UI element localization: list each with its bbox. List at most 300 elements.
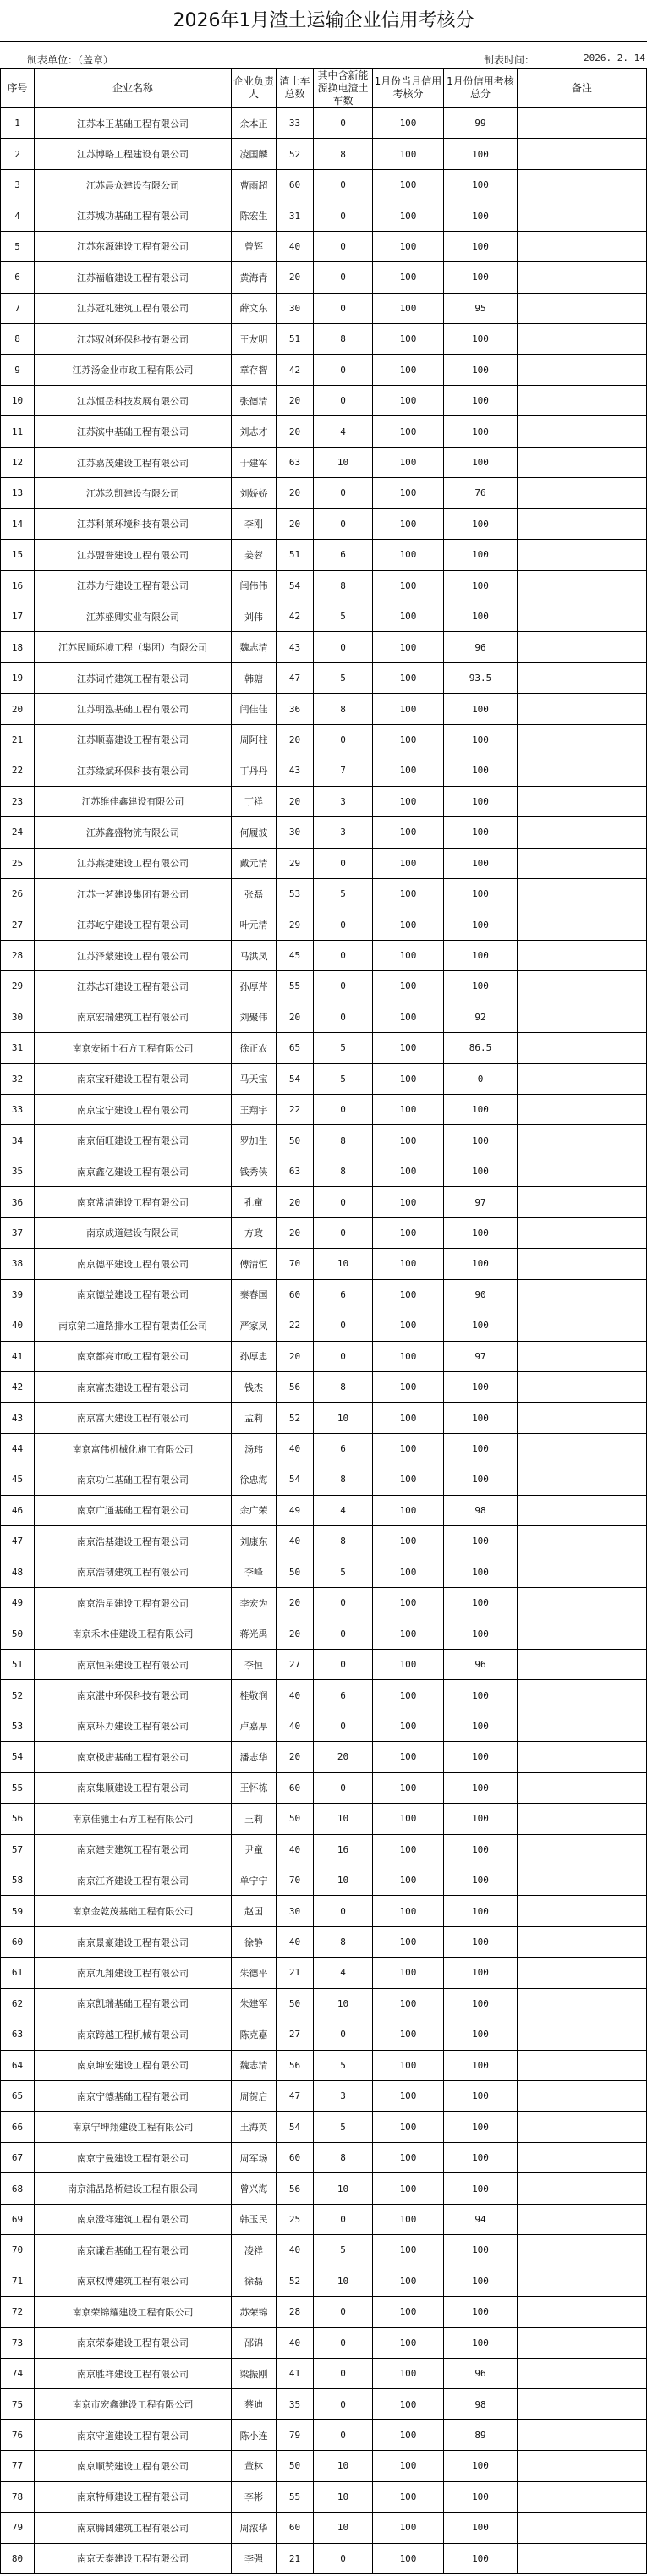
cell-total-score: 100: [444, 2050, 518, 2080]
cell-new-energy-count: 16: [314, 1834, 373, 1865]
table-row: [1, 848, 647, 878]
cell-no: 44: [1, 1433, 35, 1464]
cell-remark: [518, 1588, 647, 1618]
cell-truck-total: 21: [277, 1958, 314, 1988]
cell-total-score: 100: [444, 2481, 518, 2512]
cell-no: 64: [1, 2050, 35, 2080]
cell-owner: 汤玮: [232, 1433, 277, 1464]
cell-company-name: 南京九翔建设工程有限公司: [35, 1958, 232, 1988]
cell-new-energy-count: 0: [314, 1187, 373, 1217]
header-owner: 企业负责人: [232, 69, 277, 108]
cell-new-energy-count: 8: [314, 324, 373, 354]
cell-new-energy-count: 0: [314, 1341, 373, 1371]
cell-total-score: 0: [444, 1063, 518, 1094]
cell-owner: 朱建军: [232, 1988, 277, 2019]
table-row: [1, 169, 647, 200]
cell-truck-total: 20: [277, 1002, 314, 1032]
cell-truck-total: 20: [277, 1341, 314, 1371]
cell-truck-total: 29: [277, 848, 314, 878]
cell-monthly-score: 100: [373, 2543, 444, 2573]
cell-company-name: 南京广通基础工程有限公司: [35, 1495, 232, 1525]
cell-monthly-score: 100: [373, 1649, 444, 1679]
cell-owner: 黄海青: [232, 262, 277, 293]
cell-company-name: 南京宁坤翔建设工程有限公司: [35, 2112, 232, 2142]
cell-total-score: 100: [444, 1156, 518, 1186]
cell-total-score: 100: [444, 848, 518, 878]
table-row: [1, 1125, 647, 1156]
cell-owner: 董林: [232, 2451, 277, 2481]
cell-owner: 张德清: [232, 385, 277, 415]
cell-truck-total: 42: [277, 601, 314, 632]
cell-monthly-score: 100: [373, 2204, 444, 2234]
cell-monthly-score: 100: [373, 1834, 444, 1865]
cell-owner: 余本正: [232, 108, 277, 139]
table-row: [1, 971, 647, 1002]
cell-owner: 凌国麟: [232, 139, 277, 169]
cell-new-energy-count: 20: [314, 1742, 373, 1772]
cell-no: 33: [1, 1095, 35, 1125]
cell-company-name: 江苏鑫盛物流有限公司: [35, 817, 232, 848]
cell-no: 11: [1, 416, 35, 447]
cell-company-name: 江苏一茗建设集团有限公司: [35, 878, 232, 909]
cell-monthly-score: 100: [373, 2513, 444, 2543]
table-row: [1, 2513, 647, 2543]
table-row: [1, 1279, 647, 1310]
cell-total-score: 100: [444, 1804, 518, 1834]
cell-company-name: 江苏冠礼建筑工程有限公司: [35, 293, 232, 323]
table-row: [1, 662, 647, 693]
cell-remark: [518, 786, 647, 816]
cell-no: 75: [1, 2389, 35, 2419]
cell-remark: [518, 1464, 647, 1495]
table-row: [1, 940, 647, 970]
cell-no: 68: [1, 2173, 35, 2204]
cell-monthly-score: 100: [373, 324, 444, 354]
cell-owner: 陈宏生: [232, 200, 277, 231]
cell-total-score: 100: [444, 231, 518, 261]
cell-remark: [518, 1033, 647, 1063]
table-row: [1, 1341, 647, 1371]
cell-new-energy-count: 0: [314, 909, 373, 940]
cell-new-energy-count: 8: [314, 2142, 373, 2172]
cell-no: 5: [1, 231, 35, 261]
cell-total-score: 100: [444, 200, 518, 231]
cell-total-score: 100: [444, 1403, 518, 1433]
cell-truck-total: 54: [277, 1063, 314, 1094]
table-row: [1, 2481, 647, 2512]
cell-company-name: 南京德平建设工程有限公司: [35, 1249, 232, 1279]
cell-no: 12: [1, 447, 35, 477]
cell-company-name: 江苏燕捷建设工程有限公司: [35, 848, 232, 878]
cell-monthly-score: 100: [373, 1063, 444, 1094]
cell-new-energy-count: 10: [314, 1249, 373, 1279]
cell-owner: 徐忠海: [232, 1464, 277, 1495]
cell-company-name: 南京富伟机械化施工有限公司: [35, 1433, 232, 1464]
cell-remark: [518, 2019, 647, 2050]
cell-new-energy-count: 0: [314, 1711, 373, 1741]
cell-owner: 周军场: [232, 2142, 277, 2172]
cell-truck-total: 79: [277, 2419, 314, 2450]
cell-monthly-score: 100: [373, 1464, 444, 1495]
cell-company-name: 南京宁曼建设工程有限公司: [35, 2142, 232, 2172]
cell-monthly-score: 100: [373, 1958, 444, 1988]
cell-total-score: 93.5: [444, 662, 518, 693]
cell-monthly-score: 100: [373, 1618, 444, 1649]
cell-monthly-score: 100: [373, 2235, 444, 2266]
cell-new-energy-count: 0: [314, 2389, 373, 2419]
cell-truck-total: 41: [277, 2358, 314, 2388]
cell-owner: 马洪凤: [232, 940, 277, 970]
cell-owner: 闫伟伟: [232, 570, 277, 601]
cell-no: 43: [1, 1403, 35, 1433]
cell-company-name: 南京江齐建设工程有限公司: [35, 1865, 232, 1895]
cell-owner: 曾辉: [232, 231, 277, 261]
cell-monthly-score: 100: [373, 1988, 444, 2019]
cell-remark: [518, 200, 647, 231]
cell-remark: [518, 570, 647, 601]
cell-new-energy-count: 5: [314, 1063, 373, 1094]
cell-new-energy-count: 5: [314, 1557, 373, 1587]
cell-truck-total: 70: [277, 1865, 314, 1895]
cell-new-energy-count: 0: [314, 724, 373, 755]
table-row: [1, 293, 647, 323]
cell-monthly-score: 100: [373, 909, 444, 940]
cell-monthly-score: 100: [373, 1125, 444, 1156]
cell-total-score: 100: [444, 878, 518, 909]
table-row: [1, 2327, 647, 2358]
cell-remark: [518, 2235, 647, 2266]
cell-remark: [518, 2419, 647, 2450]
cell-no: 42: [1, 1371, 35, 1402]
cell-no: 27: [1, 909, 35, 940]
cell-company-name: 南京宝轩建设工程有限公司: [35, 1063, 232, 1094]
cell-truck-total: 20: [277, 508, 314, 539]
cell-owner: 叶元清: [232, 909, 277, 940]
cell-new-energy-count: 7: [314, 755, 373, 786]
cell-total-score: 100: [444, 2112, 518, 2142]
table-row: [1, 478, 647, 508]
cell-owner: 梁振刚: [232, 2358, 277, 2388]
cell-no: 62: [1, 1988, 35, 2019]
table-row: [1, 1834, 647, 1865]
cell-remark: [518, 1279, 647, 1310]
cell-truck-total: 52: [277, 139, 314, 169]
cell-remark: [518, 940, 647, 970]
cell-company-name: 江苏博略工程建设有限公司: [35, 139, 232, 169]
cell-owner: 邵锦: [232, 2327, 277, 2358]
cell-total-score: 100: [444, 1526, 518, 1557]
cell-total-score: 100: [444, 1125, 518, 1156]
cell-monthly-score: 100: [373, 1711, 444, 1741]
cell-owner: 刘志才: [232, 416, 277, 447]
cell-new-energy-count: 0: [314, 293, 373, 323]
cell-monthly-score: 100: [373, 416, 444, 447]
cell-no: 21: [1, 724, 35, 755]
cell-remark: [518, 1310, 647, 1341]
cell-monthly-score: 100: [373, 1896, 444, 1926]
cell-total-score: 100: [444, 2543, 518, 2573]
cell-remark: [518, 1125, 647, 1156]
table-row: [1, 1310, 647, 1341]
cell-no: 18: [1, 632, 35, 662]
cell-total-score: 100: [444, 786, 518, 816]
cell-new-energy-count: 4: [314, 1495, 373, 1525]
cell-remark: [518, 508, 647, 539]
table-row: [1, 324, 647, 354]
cell-monthly-score: 100: [373, 1371, 444, 1402]
cell-truck-total: 27: [277, 2019, 314, 2050]
cell-total-score: 100: [444, 601, 518, 632]
cell-truck-total: 60: [277, 2513, 314, 2543]
cell-total-score: 100: [444, 817, 518, 848]
cell-new-energy-count: 8: [314, 1156, 373, 1186]
cell-monthly-score: 100: [373, 1495, 444, 1525]
cell-truck-total: 20: [277, 416, 314, 447]
cell-no: 49: [1, 1588, 35, 1618]
cell-no: 48: [1, 1557, 35, 1587]
cell-truck-total: 30: [277, 1896, 314, 1926]
cell-total-score: 95: [444, 293, 518, 323]
cell-owner: 王莉: [232, 1804, 277, 1834]
cell-no: 47: [1, 1526, 35, 1557]
cell-truck-total: 30: [277, 293, 314, 323]
cell-remark: [518, 1557, 647, 1587]
cell-new-energy-count: 5: [314, 2112, 373, 2142]
cell-no: 37: [1, 1217, 35, 1248]
cell-owner: 丁丹丹: [232, 755, 277, 786]
cell-total-score: 100: [444, 1772, 518, 1803]
cell-company-name: 江苏词竹建筑工程有限公司: [35, 662, 232, 693]
cell-total-score: 100: [444, 354, 518, 385]
cell-no: 17: [1, 601, 35, 632]
cell-owner: 孔童: [232, 1187, 277, 1217]
cell-no: 23: [1, 786, 35, 816]
table-row: [1, 878, 647, 909]
cell-remark: [518, 540, 647, 570]
table-row: [1, 1526, 647, 1557]
cell-no: 61: [1, 1958, 35, 1988]
table-row: [1, 447, 647, 477]
cell-truck-total: 70: [277, 1249, 314, 1279]
cell-monthly-score: 100: [373, 1557, 444, 1587]
cell-monthly-score: 100: [373, 1002, 444, 1032]
cell-owner: 马天宝: [232, 1063, 277, 1094]
table-row: [1, 2297, 647, 2327]
table-row: [1, 632, 647, 662]
cell-no: 69: [1, 2204, 35, 2234]
cell-no: 1: [1, 108, 35, 139]
cell-remark: [518, 385, 647, 415]
cell-new-energy-count: 0: [314, 1772, 373, 1803]
cell-company-name: 南京特师建设工程有限公司: [35, 2481, 232, 2512]
cell-no: 19: [1, 662, 35, 693]
cell-owner: 周贺启: [232, 2081, 277, 2112]
cell-owner: 王怀栋: [232, 1772, 277, 1803]
cell-remark: [518, 1742, 647, 1772]
cell-new-energy-count: 10: [314, 2266, 373, 2296]
cell-total-score: 100: [444, 1588, 518, 1618]
table-row: [1, 755, 647, 786]
cell-monthly-score: 100: [373, 1095, 444, 1125]
cell-company-name: 南京浩星建设工程有限公司: [35, 1588, 232, 1618]
cell-new-energy-count: 0: [314, 200, 373, 231]
table-row: [1, 2266, 647, 2296]
cell-monthly-score: 100: [373, 540, 444, 570]
cell-total-score: 86.5: [444, 1033, 518, 1063]
cell-company-name: 江苏泽蒙建设工程有限公司: [35, 940, 232, 970]
table-row: [1, 1618, 647, 1649]
cell-remark: [518, 878, 647, 909]
cell-monthly-score: 100: [373, 1588, 444, 1618]
cell-owner: 苏荣锦: [232, 2297, 277, 2327]
cell-owner: 徐正农: [232, 1033, 277, 1063]
cell-owner: 孙厚忠: [232, 1341, 277, 1371]
cell-owner: 潘志华: [232, 1742, 277, 1772]
table-row: [1, 1433, 647, 1464]
cell-truck-total: 49: [277, 1495, 314, 1525]
cell-no: 40: [1, 1310, 35, 1341]
header-monthly-score: 1月份当月信用考核分: [373, 69, 444, 108]
cell-monthly-score: 100: [373, 662, 444, 693]
cell-remark: [518, 478, 647, 508]
cell-owner: 曹雨超: [232, 169, 277, 200]
cell-remark: [518, 262, 647, 293]
cell-no: 28: [1, 940, 35, 970]
cell-owner: 刘娇娇: [232, 478, 277, 508]
cell-owner: 方政: [232, 1217, 277, 1248]
cell-truck-total: 55: [277, 971, 314, 1002]
cell-remark: [518, 2481, 647, 2512]
cell-truck-total: 50: [277, 1557, 314, 1587]
cell-total-score: 100: [444, 1958, 518, 1988]
cell-total-score: 96: [444, 1649, 518, 1679]
cell-new-energy-count: 5: [314, 601, 373, 632]
cell-new-energy-count: 0: [314, 2297, 373, 2327]
cell-owner: 周浓华: [232, 2513, 277, 2543]
cell-no: 51: [1, 1649, 35, 1679]
table-row: [1, 1926, 647, 1957]
cell-remark: [518, 2173, 647, 2204]
cell-new-energy-count: 0: [314, 848, 373, 878]
cell-truck-total: 33: [277, 108, 314, 139]
cell-total-score: 100: [444, 1095, 518, 1125]
cell-total-score: 99: [444, 108, 518, 139]
cell-monthly-score: 100: [373, 478, 444, 508]
cell-owner: 戴元清: [232, 848, 277, 878]
unit-label: 制表单位：（盖章）: [27, 54, 114, 66]
cell-remark: [518, 1926, 647, 1957]
cell-company-name: 南京宏瑞建筑工程有限公司: [35, 1002, 232, 1032]
cell-total-score: 100: [444, 971, 518, 1002]
cell-no: 38: [1, 1249, 35, 1279]
cell-monthly-score: 100: [373, 2081, 444, 2112]
cell-monthly-score: 100: [373, 2481, 444, 2512]
cell-total-score: 100: [444, 694, 518, 724]
cell-monthly-score: 100: [373, 2019, 444, 2050]
cell-no: 67: [1, 2142, 35, 2172]
cell-new-energy-count: 5: [314, 1033, 373, 1063]
cell-monthly-score: 100: [373, 169, 444, 200]
table-row: [1, 1371, 647, 1402]
cell-monthly-score: 100: [373, 1310, 444, 1341]
cell-new-energy-count: 0: [314, 1588, 373, 1618]
cell-monthly-score: 100: [373, 1804, 444, 1834]
cell-remark: [518, 1495, 647, 1525]
cell-total-score: 100: [444, 2142, 518, 2172]
cell-new-energy-count: 0: [314, 2327, 373, 2358]
cell-new-energy-count: 0: [314, 2204, 373, 2234]
cell-truck-total: 21: [277, 2543, 314, 2573]
cell-new-energy-count: 10: [314, 2173, 373, 2204]
table-row: [1, 1033, 647, 1063]
cell-monthly-score: 100: [373, 1680, 444, 1711]
cell-truck-total: 43: [277, 755, 314, 786]
cell-new-energy-count: 8: [314, 1125, 373, 1156]
table-row: [1, 724, 647, 755]
table-row: [1, 1680, 647, 1711]
cell-owner: 赵国: [232, 1896, 277, 1926]
cell-remark: [518, 817, 647, 848]
cell-truck-total: 45: [277, 940, 314, 970]
cell-total-score: 96: [444, 2358, 518, 2388]
cell-truck-total: 54: [277, 1464, 314, 1495]
cell-owner: 韩瑭: [232, 662, 277, 693]
table-row: [1, 1403, 647, 1433]
cell-monthly-score: 100: [373, 694, 444, 724]
cell-monthly-score: 100: [373, 817, 444, 848]
cell-total-score: 100: [444, 1464, 518, 1495]
cell-total-score: 100: [444, 2081, 518, 2112]
cell-new-energy-count: 5: [314, 662, 373, 693]
cell-total-score: 96: [444, 632, 518, 662]
cell-no: 41: [1, 1341, 35, 1371]
cell-owner: 张磊: [232, 878, 277, 909]
cell-owner: 曾兴海: [232, 2173, 277, 2204]
cell-company-name: 江苏晨众建设有限公司: [35, 169, 232, 200]
cell-company-name: 南京集顺建设工程有限公司: [35, 1772, 232, 1803]
header-company-name: 企业名称: [35, 69, 232, 108]
cell-remark: [518, 2142, 647, 2172]
cell-no: 77: [1, 2451, 35, 2481]
cell-no: 58: [1, 1865, 35, 1895]
cell-no: 4: [1, 200, 35, 231]
cell-owner: 于建军: [232, 447, 277, 477]
cell-company-name: 南京市宏鑫建设工程有限公司: [35, 2389, 232, 2419]
cell-total-score: 100: [444, 909, 518, 940]
cell-company-name: 南京金乾茂基础工程有限公司: [35, 1896, 232, 1926]
table-row: [1, 508, 647, 539]
cell-no: 31: [1, 1033, 35, 1063]
cell-owner: 王海英: [232, 2112, 277, 2142]
cell-total-score: 100: [444, 385, 518, 415]
table-row: [1, 200, 647, 231]
cell-no: 52: [1, 1680, 35, 1711]
cell-company-name: 江苏滨中基础工程有限公司: [35, 416, 232, 447]
table-row: [1, 385, 647, 415]
cell-new-energy-count: 10: [314, 1403, 373, 1433]
cell-truck-total: 55: [277, 2481, 314, 2512]
cell-truck-total: 31: [277, 200, 314, 231]
cell-company-name: 南京坤宏建设工程有限公司: [35, 2050, 232, 2080]
cell-company-name: 南京建贯建筑工程有限公司: [35, 1834, 232, 1865]
cell-company-name: 江苏盛卿实业有限公司: [35, 601, 232, 632]
table-row: [1, 2112, 647, 2142]
cell-truck-total: 20: [277, 1588, 314, 1618]
cell-monthly-score: 100: [373, 1033, 444, 1063]
cell-company-name: 南京鑫亿建设工程有限公司: [35, 1156, 232, 1186]
cell-truck-total: 40: [277, 231, 314, 261]
cell-remark: [518, 2297, 647, 2327]
